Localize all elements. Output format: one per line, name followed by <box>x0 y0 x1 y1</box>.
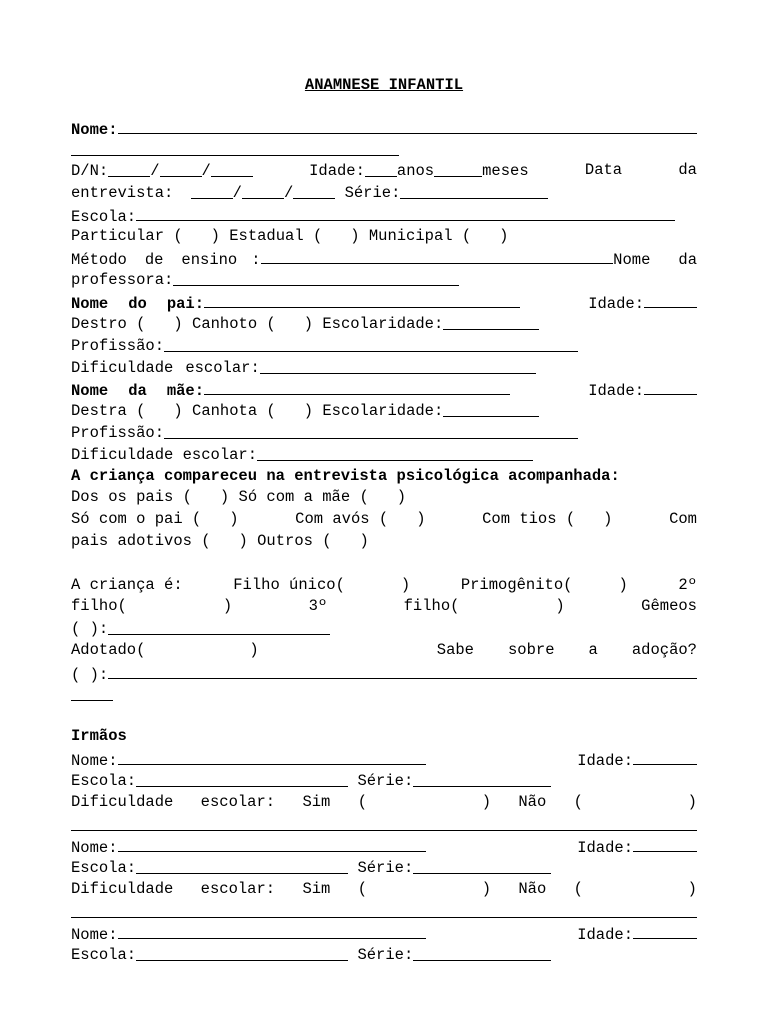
father-difficulty-label: escolar: <box>185 359 260 377</box>
child-name-label: Nome: <box>71 121 118 139</box>
close-paren: ) <box>481 793 491 811</box>
child-name-row <box>71 117 697 139</box>
sibling-1-difficulty-row <box>71 792 697 814</box>
adoption-answer-row <box>71 662 697 684</box>
child-name-field[interactable] <box>118 117 697 134</box>
birth-month-field[interactable] <box>160 160 202 177</box>
sibling-1-age-label: Idade: <box>577 752 633 770</box>
sibling-2-notes-row <box>71 901 697 923</box>
father-age-label: Idade: <box>588 295 644 313</box>
child-name-field-2[interactable] <box>71 139 399 156</box>
sibling-1-grade-label: Série: <box>357 772 414 790</box>
open-paren: ( <box>357 880 367 898</box>
private-option[interactable]: Particular ( <box>71 227 183 245</box>
sibling-3-school-label: Escola: <box>71 946 137 964</box>
months-label: meses <box>482 162 529 180</box>
second-child-option[interactable]: filho( <box>71 597 127 615</box>
mother-age-label: Idade: <box>588 382 644 400</box>
sibling-1-yes-option[interactable]: Sim <box>302 793 331 811</box>
slash: / <box>232 184 242 202</box>
sibling-2-school-label: Escola: <box>71 859 137 877</box>
adopted-row <box>71 640 697 662</box>
mother-education-label: ) Escolaridade: <box>303 402 444 420</box>
sibling-2-no-option[interactable]: Não <box>518 880 547 898</box>
sibling-1-age-field[interactable] <box>633 748 697 765</box>
close-paren: ) <box>687 880 697 898</box>
father-only-option[interactable]: Só com o pai ( <box>71 510 202 528</box>
close-paren: ) <box>396 488 407 506</box>
grade-label: Série: <box>344 184 401 202</box>
slash: / <box>201 162 211 180</box>
a-word: a <box>588 641 598 659</box>
siblings-heading: Irmãos <box>71 727 127 745</box>
sibling-1-difficulty-label: escolar: <box>200 793 276 811</box>
right-handed-option[interactable]: Destro ( <box>71 315 146 333</box>
years-label: anos <box>396 162 435 180</box>
birth-day-field[interactable] <box>108 160 150 177</box>
sibling-1-school-row <box>71 770 697 792</box>
twins-field[interactable] <box>108 618 330 635</box>
father-row <box>71 291 697 313</box>
child-name-continuation <box>71 139 697 161</box>
nome-word: Nome <box>613 251 651 269</box>
slash: / <box>283 184 294 202</box>
sibling-1-name-label: Nome: <box>71 752 118 770</box>
difficulty-word: Dificuldade <box>71 359 174 377</box>
state-option[interactable]: ) Estadual ( <box>210 227 323 245</box>
close-paren: ) <box>481 880 491 898</box>
adoption-answer-continuation <box>71 684 697 706</box>
age-years-field[interactable] <box>365 160 397 177</box>
teaching-method-field[interactable] <box>261 247 614 264</box>
da-word: da <box>128 382 147 400</box>
twins-label: Gêmeos <box>641 597 697 615</box>
father-age-field[interactable] <box>644 291 697 308</box>
interview-date-row <box>71 182 697 204</box>
third-label: 3º <box>308 597 328 615</box>
sibling-2-school-row <box>71 857 697 879</box>
sibling-2-notes-field[interactable] <box>71 901 697 918</box>
sibling-2-yes-option[interactable]: Sim <box>302 880 331 898</box>
firstborn-group[interactable] <box>461 575 628 597</box>
sibling-3-name-row <box>71 922 697 944</box>
third-child-option[interactable]: filho( <box>403 597 460 615</box>
method-word: Método <box>71 251 127 269</box>
sibling-2-name-label: Nome: <box>71 839 118 857</box>
com-word: Com <box>669 510 697 528</box>
open-paren: ( <box>573 880 583 898</box>
nome-word: Nome <box>71 382 109 400</box>
twins-option[interactable]: ( ): <box>71 620 109 638</box>
right-handed-option[interactable]: Destra ( <box>71 402 146 420</box>
teacher-row <box>71 269 697 291</box>
close-paren: ) <box>400 576 411 594</box>
age-label: Idade: <box>309 162 365 180</box>
sibling-3-school-row <box>71 944 697 966</box>
sibling-1-school-label: Escola: <box>71 772 137 790</box>
birthdate-group <box>71 160 253 182</box>
sibling-3-age-label: Idade: <box>577 926 633 944</box>
father-only-group[interactable] <box>71 509 239 531</box>
father-difficulty-row <box>71 357 697 379</box>
sibling-1-grade-field[interactable] <box>413 770 551 787</box>
close-paren: ) <box>416 510 426 528</box>
father-name-field[interactable] <box>204 291 520 308</box>
close-paren: ) <box>687 793 697 811</box>
municipal-option[interactable]: ) Municipal ( <box>350 227 472 245</box>
interview-year-field[interactable] <box>293 182 335 199</box>
accompanied-row-2 <box>71 509 697 531</box>
sibling-1-name-row <box>71 748 697 770</box>
teacher-label: professora: <box>71 271 174 289</box>
mother-profession-field[interactable] <box>164 422 578 439</box>
left-handed-option[interactable]: ) Canhoto ( <box>173 315 276 333</box>
mother-education-field[interactable] <box>443 400 539 417</box>
sibling-2-difficulty-row <box>71 879 697 901</box>
interview-label: entrevista: <box>71 184 174 202</box>
sibling-2-school-field[interactable] <box>136 857 348 874</box>
school-row <box>71 204 675 226</box>
mother-difficulty-field[interactable] <box>257 444 533 461</box>
interview-month-field[interactable] <box>242 182 284 199</box>
close-paren: ) <box>499 227 509 245</box>
birthdate-label: D/N: <box>71 162 109 180</box>
sibling-2-difficulty-label: escolar: <box>200 880 276 898</box>
mother-label: mãe: <box>166 382 205 400</box>
mother-difficulty-row <box>71 444 697 466</box>
birthdate-row <box>71 160 697 182</box>
father-difficulty-field[interactable] <box>260 357 536 374</box>
sibling-1-school-field[interactable] <box>136 770 348 787</box>
birth-year-field[interactable] <box>211 160 253 177</box>
uncles-option[interactable]: Com tios ( <box>482 510 576 528</box>
close-paren: ) <box>249 641 259 659</box>
data-word: Data <box>584 161 623 179</box>
school-field[interactable] <box>136 204 675 221</box>
sibling-2-age-field[interactable] <box>633 835 697 852</box>
sibling-2-age-label: Idade: <box>577 839 633 857</box>
adoption-question: adoção? <box>631 641 697 659</box>
sibling-2-grade-field[interactable] <box>413 857 551 874</box>
da-word: da <box>678 161 697 179</box>
sibling-2-name-field[interactable] <box>118 835 426 852</box>
sibling-3-age-field[interactable] <box>633 922 697 939</box>
father-education-label: ) Escolaridade: <box>303 315 444 333</box>
sibling-3-name-label: Nome: <box>71 926 118 944</box>
close-paren: ) <box>229 510 239 528</box>
twins-row <box>71 618 697 640</box>
open-paren: ( <box>573 793 583 811</box>
both-parents-option[interactable]: Dos os pais ( <box>71 488 192 506</box>
father-label: pai: <box>166 295 205 313</box>
de-word: de <box>144 251 164 269</box>
nome-word: Nome <box>71 295 109 313</box>
child-is-label: A criança é: <box>71 576 183 594</box>
mother-profession-label: Profissão: <box>71 424 165 442</box>
open-paren: ( <box>357 793 367 811</box>
close-paren: ) <box>618 576 628 594</box>
mother-difficulty-label: Dificuldade escolar: <box>71 446 258 464</box>
age-months-field[interactable] <box>434 160 482 177</box>
second-child-group[interactable] <box>71 596 232 618</box>
colon: : <box>251 251 261 269</box>
form-title: ANAMNESE INFANTIL <box>304 76 464 94</box>
grandparents-group[interactable] <box>295 509 425 531</box>
difficulty-word: Dificuldade <box>71 793 174 811</box>
sibling-1-notes-row <box>71 814 697 836</box>
mother-profession-row <box>71 422 697 444</box>
slash: / <box>150 162 160 180</box>
adopted-option[interactable]: Adotado( <box>71 641 146 659</box>
father-profession-label: Profissão: <box>71 337 165 355</box>
child-order-row-2 <box>71 596 697 618</box>
adoption-answer-field-2[interactable] <box>71 684 113 701</box>
ensino-word: ensino <box>181 251 238 269</box>
accompanied-row-1 <box>71 487 697 509</box>
father-profession-field[interactable] <box>164 335 578 352</box>
close-paren: ) <box>222 597 233 615</box>
grade-field[interactable] <box>400 182 548 199</box>
firstborn-option[interactable]: Primogênito( <box>460 576 573 594</box>
accompanied-heading: A criança compareceu na entrevista psicológica acompanhada: <box>71 467 620 485</box>
sibling-2-grade-label: Série: <box>357 859 414 877</box>
close-paren: ) <box>359 532 369 550</box>
sibling-1-notes-field[interactable] <box>71 814 697 831</box>
adopted-group[interactable] <box>71 640 259 662</box>
sobre-word: sobre <box>508 641 555 659</box>
sibling-3-school-field[interactable] <box>136 944 348 961</box>
sibling-2-name-row <box>71 835 697 857</box>
da-word: da <box>678 251 697 269</box>
school-type-row <box>71 226 697 248</box>
father-hand-row <box>71 313 697 335</box>
mother-hand-row <box>71 400 697 422</box>
form-page <box>71 0 697 1024</box>
child-order-row-1 <box>71 575 697 597</box>
close-paren: ) <box>555 597 565 615</box>
adoptive-parents-option[interactable]: pais adotivos ( <box>71 532 211 550</box>
second-label: 2º <box>678 576 697 594</box>
difficulty-word: Dificuldade <box>71 880 174 898</box>
sibling-1-no-option[interactable]: Não <box>518 793 547 811</box>
adoption-answer-field[interactable] <box>108 662 697 679</box>
uncles-group[interactable] <box>482 509 612 531</box>
father-profession-row <box>71 335 697 357</box>
accompanied-row-3 <box>71 531 697 553</box>
father-education-field[interactable] <box>443 313 539 330</box>
sibling-3-name-field[interactable] <box>118 922 426 939</box>
teacher-field[interactable] <box>173 269 459 286</box>
sibling-1-name-field[interactable] <box>118 748 426 765</box>
others-option[interactable]: ) Outros ( <box>238 532 332 550</box>
do-word: do <box>128 295 147 313</box>
sibling-3-grade-field[interactable] <box>413 944 551 961</box>
mother-only-option[interactable]: ) Só com a mãe ( <box>219 488 369 506</box>
adoption-knows-option[interactable]: ( ): <box>71 666 109 684</box>
mother-age-field[interactable] <box>644 378 697 395</box>
method-row <box>71 247 697 269</box>
close-paren: ) <box>603 510 613 528</box>
age-group <box>309 160 529 182</box>
only-child-option[interactable]: Filho único( <box>233 576 345 594</box>
sibling-3-grade-label: Série: <box>357 946 414 964</box>
third-child-group[interactable] <box>404 596 565 618</box>
mother-row <box>71 378 697 400</box>
left-handed-option[interactable]: ) Canhota ( <box>173 402 276 420</box>
mother-name-field[interactable] <box>204 378 510 395</box>
only-child-group[interactable] <box>233 575 410 597</box>
school-label: Escola: <box>71 208 137 226</box>
sabe-word: Sabe <box>436 641 474 659</box>
interview-day-field[interactable] <box>191 182 233 199</box>
grandparents-option[interactable]: Com avós ( <box>295 510 389 528</box>
